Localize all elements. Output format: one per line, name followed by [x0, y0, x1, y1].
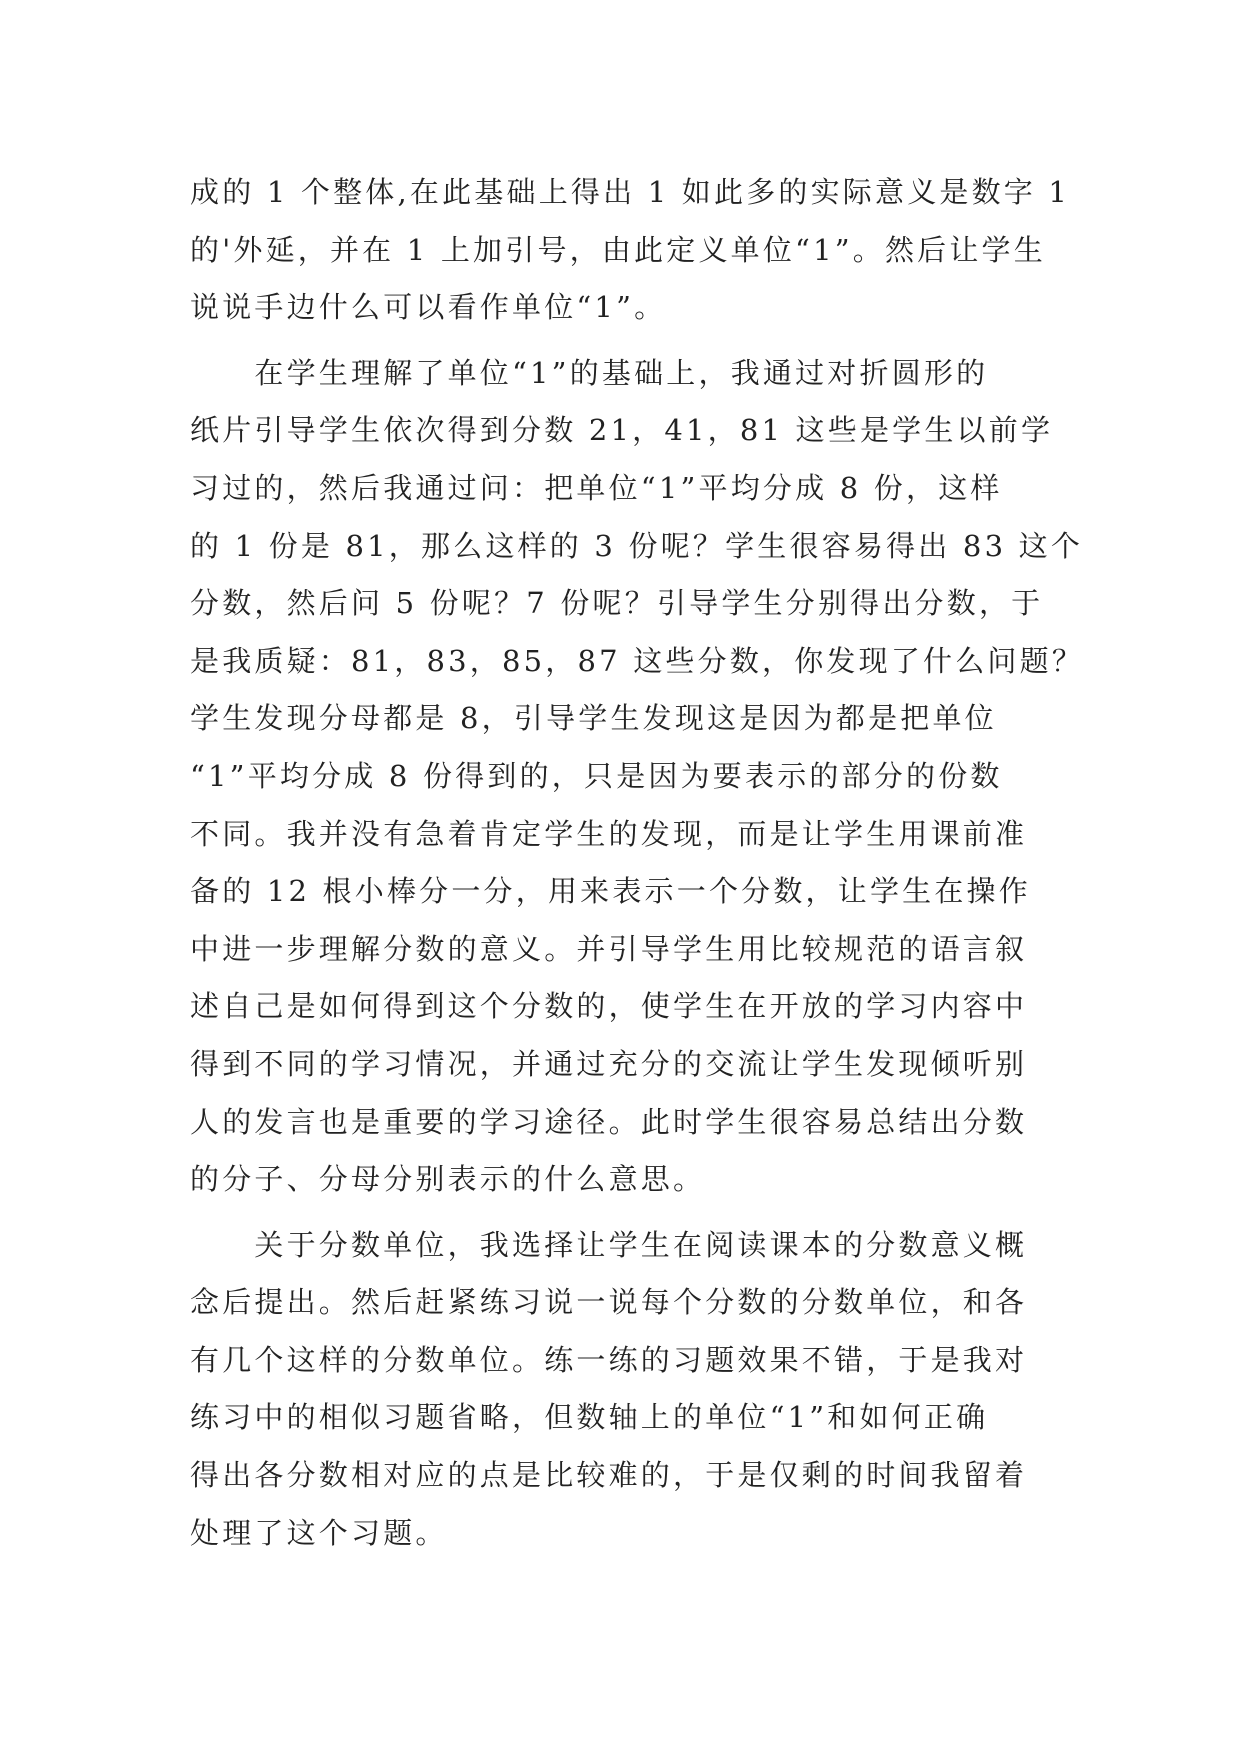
text-line: 纸片引导学生依次得到分数 21，41，81 这些是学生以前学	[190, 413, 1054, 448]
paragraph	[190, 164, 1070, 337]
paragraph-spacer	[190, 1209, 1070, 1217]
text-line: 念后提出。然后赶紧练习说一说每个分数的分数单位，和各	[190, 1285, 1028, 1320]
text-line: 人的发言也是重要的学习途径。此时学生很容易总结出分数	[190, 1104, 1028, 1139]
text-line: 有几个这样的分数单位。练一练的习题效果不错，于是我对	[190, 1342, 1028, 1377]
text-line: 说说手边什么可以看作单位“1”。	[190, 290, 667, 325]
text-line: 分数，然后问 5 份呢？7 份呢？引导学生分别得出分数，于	[190, 586, 1044, 621]
document-body	[190, 164, 1085, 1562]
text-line: 得到不同的学习情况，并通过充分的交流让学生发现倾听别	[190, 1046, 1028, 1081]
text-line: 的'外延，并在 1 上加引号，由此定义单位“1”。然后让学生	[190, 232, 1046, 267]
text-line: 不同。我并没有急着肯定学生的发现，而是让学生用课前准	[190, 816, 1028, 851]
text-line: 成的 1 个整体,在此基础上得出 1 如此多的实际意义是数字 1	[190, 175, 1071, 209]
text-line: 学生发现分母都是 8，引导学生发现这是因为都是把单位	[190, 701, 997, 736]
text-line: 练习中的相似习题省略，但数轴上的单位“1”和如何正确	[190, 1400, 989, 1435]
text-line: 中进一步理解分数的意义。并引导学生用比较规范的语言叙	[190, 931, 1028, 966]
text-line: 备的 12 根小棒分一分，用来表示一个分数，让学生在操作	[190, 874, 1031, 909]
paragraph	[190, 1217, 1070, 1563]
text-line: 的分子、分母分别表示的什么意思。	[190, 1162, 706, 1197]
text-line: 的 1 份是 81，那么这样的 3 份呢？学生很容易得出 83 这个	[190, 528, 1084, 563]
text-line: 习过的，然后我通过问：把单位“1”平均分成 8 份，这样	[190, 470, 1003, 505]
text-line: 关于分数单位，我选择让学生在阅读课本的分数意义概	[190, 1227, 1028, 1262]
paragraph-spacer	[190, 337, 1070, 345]
text-line: “1”平均分成 8 份得到的，只是因为要表示的部分的份数	[190, 758, 1003, 793]
text-line: 述自己是如何得到这个分数的，使学生在开放的学习内容中	[190, 989, 1028, 1024]
text-line: 处理了这个习题。	[190, 1515, 448, 1550]
text-line: 在学生理解了单位“1”的基础上，我通过对折圆形的	[190, 355, 989, 390]
paragraph	[190, 345, 1085, 1209]
text-line: 是我质疑：81，83，85，87 这些分数，你发现了什么问题？	[190, 643, 1085, 678]
text-line: 得出各分数相对应的点是比较难的，于是仅剩的时间我留着	[190, 1458, 1028, 1493]
